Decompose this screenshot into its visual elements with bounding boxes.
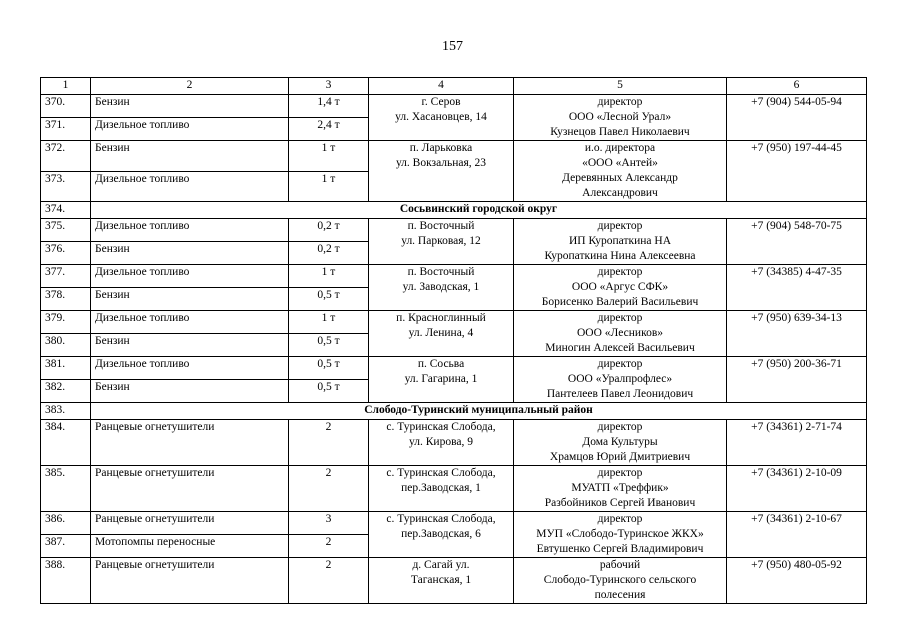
resource-name: Ранцевые огнетушители [91,420,289,466]
contact-phone: +7 (950) 197-44-45 [727,141,867,202]
section-title: Слободо-Туринский муниципальный район [91,403,867,420]
column-number: 5 [514,78,727,95]
row-number: 379. [41,311,91,334]
resource-quantity: 2 [289,535,369,558]
row-number: 383. [41,403,91,420]
contact-phone: +7 (950) 200-36-71 [727,357,867,403]
resource-name: Дизельное топливо [91,265,289,288]
responsible-person: директор МУАТП «Треффик» Разбойников Сергей Иванович [514,466,727,512]
column-number: 1 [41,78,91,95]
resource-quantity: 0,5 т [289,334,369,357]
responsible-person: директор ООО «Лесной Урал» Кузнецов Павел Николаевич [514,95,727,141]
location-address: п. Сосьва ул. Гагарина, 1 [369,357,514,403]
row-number: 381. [41,357,91,380]
resource-quantity: 0,5 т [289,357,369,380]
column-number: 4 [369,78,514,95]
resource-quantity: 0,2 т [289,219,369,242]
table-row [41,357,867,380]
contact-phone: +7 (904) 548-70-75 [727,219,867,265]
table-row [41,311,867,334]
resource-quantity: 1 т [289,141,369,172]
column-number: 3 [289,78,369,95]
responsible-person: директор Дома Культуры Храмцов Юрий Дмитриевич [514,420,727,466]
resource-name: Бензин [91,242,289,265]
table-row [41,420,867,466]
resource-name: Дизельное топливо [91,118,289,141]
resource-name: Ранцевые огнетушители [91,558,289,604]
contact-phone: +7 (34361) 2-10-09 [727,466,867,512]
resource-name: Дизельное топливо [91,219,289,242]
resource-quantity: 1,4 т [289,95,369,118]
table-row [41,265,867,288]
contact-phone: +7 (950) 480-05-92 [727,558,867,604]
contact-phone: +7 (34385) 4-47-35 [727,265,867,311]
column-numbers-row [41,78,867,95]
resource-name: Ранцевые огнетушители [91,466,289,512]
row-number: 371. [41,118,91,141]
resource-name: Бензин [91,288,289,311]
table-row [41,219,867,242]
resource-name: Дизельное топливо [91,171,289,202]
page-number: 157 [442,39,463,54]
row-number: 377. [41,265,91,288]
contact-phone: +7 (34361) 2-71-74 [727,420,867,466]
row-number: 385. [41,466,91,512]
responsible-person: и.о. директора «ООО «Антей» Деревянных Александр Александрович [514,141,727,202]
resource-quantity: 1 т [289,265,369,288]
resource-name: Бензин [91,334,289,357]
contact-phone: +7 (904) 544-05-94 [727,95,867,141]
resource-quantity: 0,5 т [289,380,369,403]
resource-name: Бензин [91,380,289,403]
table-row [41,141,867,172]
row-number: 386. [41,512,91,535]
resource-quantity: 2 [289,466,369,512]
location-address: с. Туринская Слобода, пер.Заводская, 1 [369,466,514,512]
resource-quantity: 2 [289,420,369,466]
location-address: п. Восточный ул. Заводская, 1 [369,265,514,311]
location-address: п. Красноглинный ул. Ленина, 4 [369,311,514,357]
resource-quantity: 0,5 т [289,288,369,311]
row-number: 374. [41,202,91,219]
responsible-person: директор ООО «Лесников» Миногин Алексей Васильевич [514,311,727,357]
row-number: 387. [41,535,91,558]
table-row [41,95,867,118]
row-number: 376. [41,242,91,265]
resource-name: Дизельное топливо [91,357,289,380]
responsible-person: директор МУП «Слободо-Туринское ЖКХ» Евтушенко Сергей Владимирович [514,512,727,558]
row-number: 382. [41,380,91,403]
resource-name: Ранцевые огнетушители [91,512,289,535]
row-number: 388. [41,558,91,604]
responsible-person: рабочий Слободо-Туринского сельского полесения [514,558,727,604]
resource-quantity: 0,2 т [289,242,369,265]
column-number: 6 [727,78,867,95]
location-address: с. Туринская Слобода, ул. Кирова, 9 [369,420,514,466]
resource-name: Бензин [91,95,289,118]
table-row [41,512,867,535]
resource-quantity: 1 т [289,311,369,334]
responsible-person: директор ООО «Аргус СФК» Борисенко Валерий Васильевич [514,265,727,311]
resource-quantity: 2,4 т [289,118,369,141]
resource-quantity: 2 [289,558,369,604]
resource-name: Мотопомпы переносные [91,535,289,558]
section-row [41,403,867,420]
row-number: 384. [41,420,91,466]
column-number: 2 [91,78,289,95]
location-address: п. Ларьковка ул. Вокзальная, 23 [369,141,514,202]
table-row [41,466,867,512]
row-number: 375. [41,219,91,242]
resources-table [40,77,867,604]
section-title: Сосьвинский городской округ [91,202,867,219]
table-row [41,558,867,604]
responsible-person: директор ИП Куропаткина НА Куропаткина Нина Алексеевна [514,219,727,265]
resource-name: Дизельное топливо [91,311,289,334]
row-number: 380. [41,334,91,357]
resource-name: Бензин [91,141,289,172]
row-number: 370. [41,95,91,118]
row-number: 378. [41,288,91,311]
location-address: п. Восточный ул. Парковая, 12 [369,219,514,265]
location-address: д. Сагай ул. Таганская, 1 [369,558,514,604]
contact-phone: +7 (34361) 2-10-67 [727,512,867,558]
responsible-person: директор ООО «Уралпрофлес» Пантелеев Павел Леонидович [514,357,727,403]
contact-phone: +7 (950) 639-34-13 [727,311,867,357]
location-address: г. Серов ул. Хасановцев, 14 [369,95,514,141]
location-address: с. Туринская Слобода, пер.Заводская, 6 [369,512,514,558]
row-number: 372. [41,141,91,172]
row-number: 373. [41,171,91,202]
section-row [41,202,867,219]
resource-quantity: 1 т [289,171,369,202]
resource-quantity: 3 [289,512,369,535]
